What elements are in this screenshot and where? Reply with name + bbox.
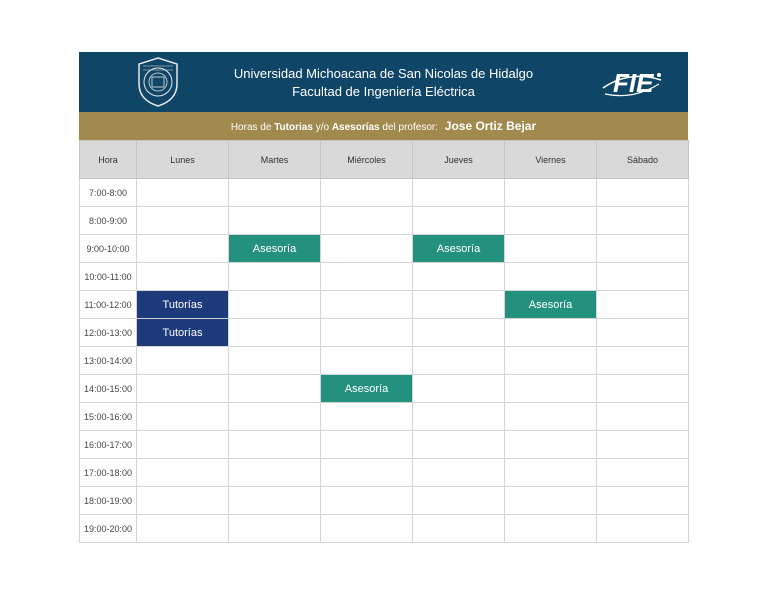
empty-slot: [505, 347, 597, 375]
column-header-lunes: Lunes: [137, 141, 229, 179]
empty-slot: [229, 263, 321, 291]
empty-slot: [137, 179, 229, 207]
hour-cell: 7:00-8:00: [80, 179, 137, 207]
empty-slot: [321, 207, 413, 235]
empty-slot: [597, 319, 689, 347]
empty-slot: [321, 291, 413, 319]
column-header-miercoles: Miércoles: [321, 141, 413, 179]
column-header-viernes: Viernes: [505, 141, 597, 179]
empty-slot: [597, 263, 689, 291]
empty-slot: [413, 347, 505, 375]
empty-slot: [597, 403, 689, 431]
empty-slot: [413, 403, 505, 431]
professor-band: [79, 112, 688, 140]
tutorias-slot: Tutorías: [137, 319, 229, 347]
table-row: [80, 291, 689, 319]
table-row: [80, 179, 689, 207]
table-row: [80, 459, 689, 487]
empty-slot: [229, 347, 321, 375]
empty-slot: [413, 487, 505, 515]
table-row: [80, 431, 689, 459]
empty-slot: [229, 375, 321, 403]
empty-slot: [597, 207, 689, 235]
band-tutorias: Tutorias: [274, 122, 313, 133]
hour-cell: 16:00-17:00: [80, 431, 137, 459]
empty-slot: [321, 319, 413, 347]
empty-slot: [413, 375, 505, 403]
hour-cell: 17:00-18:00: [80, 459, 137, 487]
empty-slot: [505, 375, 597, 403]
hour-cell: 14:00-15:00: [80, 375, 137, 403]
asesoria-slot: Asesoría: [413, 235, 505, 263]
hour-cell: 19:00-20:00: [80, 515, 137, 543]
empty-slot: [321, 487, 413, 515]
table-row: [80, 487, 689, 515]
hour-cell: 10:00-11:00: [80, 263, 137, 291]
schedule-table: [79, 140, 689, 543]
empty-slot: [505, 207, 597, 235]
empty-slot: [229, 291, 321, 319]
empty-slot: [597, 487, 689, 515]
column-header-martes: Martes: [229, 141, 321, 179]
empty-slot: [505, 179, 597, 207]
empty-slot: [413, 291, 505, 319]
empty-slot: [597, 179, 689, 207]
table-row: [80, 375, 689, 403]
empty-slot: [597, 375, 689, 403]
column-header-jueves: Jueves: [413, 141, 505, 179]
empty-slot: [505, 263, 597, 291]
empty-slot: [597, 515, 689, 543]
table-row: [80, 319, 689, 347]
column-header-hora: Hora: [80, 141, 137, 179]
header-banner: [79, 52, 688, 112]
empty-slot: [137, 207, 229, 235]
band-connector: y/o: [315, 122, 330, 133]
empty-slot: [137, 459, 229, 487]
hour-cell: 13:00-14:00: [80, 347, 137, 375]
empty-slot: [229, 515, 321, 543]
hour-cell: 9:00-10:00: [80, 235, 137, 263]
empty-slot: [321, 515, 413, 543]
empty-slot: [505, 403, 597, 431]
empty-slot: [505, 487, 597, 515]
empty-slot: [597, 347, 689, 375]
asesoria-slot: Asesoría: [321, 375, 413, 403]
institution-title: [79, 65, 688, 101]
empty-slot: [413, 319, 505, 347]
table-row: [80, 347, 689, 375]
empty-slot: [321, 235, 413, 263]
empty-slot: [229, 431, 321, 459]
fie-logo: [599, 60, 667, 104]
band-suffix: del profesor:: [382, 122, 438, 133]
empty-slot: [321, 179, 413, 207]
asesoria-slot: Asesoría: [505, 291, 597, 319]
empty-slot: [137, 347, 229, 375]
empty-slot: [137, 431, 229, 459]
empty-slot: [597, 291, 689, 319]
empty-slot: [505, 515, 597, 543]
empty-slot: [229, 459, 321, 487]
empty-slot: [229, 319, 321, 347]
schedule-body: [80, 179, 689, 543]
empty-slot: [137, 263, 229, 291]
empty-slot: [321, 263, 413, 291]
empty-slot: [137, 487, 229, 515]
empty-slot: [597, 459, 689, 487]
fie-logo-text: FIE: [613, 68, 654, 98]
empty-slot: [321, 431, 413, 459]
empty-slot: [505, 319, 597, 347]
tutorias-slot: Tutorías: [137, 291, 229, 319]
hour-cell: 18:00-19:00: [80, 487, 137, 515]
empty-slot: [321, 459, 413, 487]
empty-slot: [229, 179, 321, 207]
hour-cell: 12:00-13:00: [80, 319, 137, 347]
empty-slot: [413, 515, 505, 543]
hour-cell: 8:00-9:00: [80, 207, 137, 235]
faculty-name: Facultad de Ingeniería Eléctrica: [292, 84, 475, 99]
table-row: [80, 263, 689, 291]
empty-slot: [137, 375, 229, 403]
table-row: [80, 235, 689, 263]
empty-slot: [137, 403, 229, 431]
empty-slot: [137, 235, 229, 263]
empty-slot: [413, 263, 505, 291]
empty-slot: [505, 459, 597, 487]
table-row: [80, 403, 689, 431]
empty-slot: [321, 403, 413, 431]
schedule-sheet: [79, 52, 688, 543]
empty-slot: [321, 347, 413, 375]
university-name: Universidad Michoacana de San Nicolas de Hidalgo: [233, 66, 534, 81]
hour-cell: 15:00-16:00: [80, 403, 137, 431]
empty-slot: [505, 431, 597, 459]
table-row: [80, 207, 689, 235]
empty-slot: [229, 403, 321, 431]
empty-slot: [229, 207, 321, 235]
empty-slot: [137, 515, 229, 543]
empty-slot: [505, 235, 597, 263]
band-prefix: Horas de: [230, 122, 272, 133]
header-row: [80, 141, 689, 179]
band-asesorias: Asesorías: [331, 122, 380, 133]
table-row: [80, 515, 689, 543]
empty-slot: [413, 207, 505, 235]
hour-cell: 11:00-12:00: [80, 291, 137, 319]
empty-slot: [413, 431, 505, 459]
asesoria-slot: Asesoría: [229, 235, 321, 263]
empty-slot: [413, 459, 505, 487]
professor-name: Jose Ortiz Bejar: [444, 119, 537, 133]
empty-slot: [413, 179, 505, 207]
column-header-sabado: Sábado: [597, 141, 689, 179]
empty-slot: [229, 487, 321, 515]
empty-slot: [597, 431, 689, 459]
empty-slot: [597, 235, 689, 263]
